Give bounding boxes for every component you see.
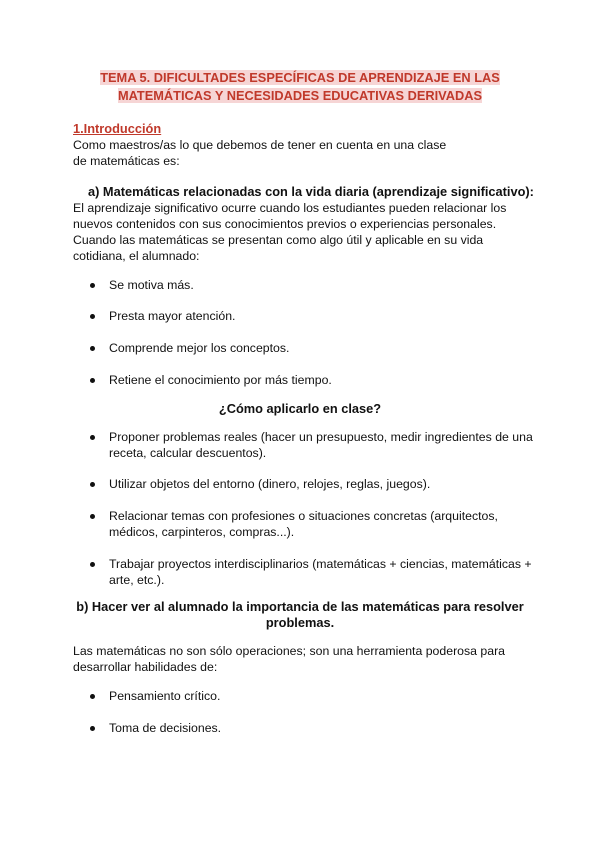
subsection-b-paragraph: Las matemáticas no son sólo operaciones; son una herramienta poderosa para desarrollar habilidades de:: [73, 644, 506, 674]
how-to-heading: ¿Cómo aplicarlo en clase?: [218, 401, 382, 416]
title-line-1: TEMA 5. DIFICULTADES ESPECÍFICAS DE APRENDIZAJE EN LAS: [100, 70, 500, 85]
subsection-b-heading: b) Hacer ver al alumnado la importancia de las matemáticas para resolver problemas.: [76, 599, 524, 630]
title-line-2: MATEMÁTICAS Y NECESIDADES EDUCATIVAS DERIVADAS: [117, 88, 483, 103]
bullet-icon: [90, 283, 95, 288]
list-item: Comprende mejor los conceptos.: [90, 340, 540, 356]
section-heading-introduction: 1.Introducción: [73, 121, 162, 136]
bullet-icon: [90, 435, 95, 440]
list-item: Presta mayor atención.: [90, 308, 540, 324]
bullet-icon: [90, 314, 95, 319]
list-item: Trabajar proyectos interdisciplinarios (matemáticas + ciencias, matemáticas + arte, etc.).: [90, 556, 540, 588]
bullet-icon: [90, 726, 95, 731]
list-item: Relacionar temas con profesiones o situaciones concretas (arquitectos, médicos, carpinteros, compras...).: [90, 508, 510, 540]
list-item: Utilizar objetos del entorno (dinero, relojes, reglas, juegos).: [90, 476, 540, 492]
bullet-icon: [90, 378, 95, 383]
document-title: [60, 69, 540, 105]
intro-paragraph: Como maestros/as lo que debemos de tener en cuenta en una clase de matemáticas es:: [73, 138, 447, 168]
list-item: Pensamiento crítico.: [90, 688, 540, 704]
subsection-a-paragraph: El aprendizaje significativo ocurre cuando los estudiantes pueden relacionar los nuevos contenidos con sus conocimientos previos o experiencias personales. Cuando las matemáticas se presentan como algo útil y aplicable en su vida cotidiana, el alumnado:: [73, 201, 507, 263]
bullet-icon: [90, 514, 95, 519]
bullet-icon: [90, 694, 95, 699]
list-item: Proponer problemas reales (hacer un presupuesto, medir ingredientes de una receta, calcular descuentos).: [90, 429, 540, 461]
bullet-icon: [90, 482, 95, 487]
subsection-a-heading: a) Matemáticas relacionadas con la vida diaria (aprendizaje significativo):: [88, 184, 534, 199]
list-item: Retiene el conocimiento por más tiempo.: [90, 372, 540, 388]
list-item: Toma de decisiones.: [90, 720, 540, 736]
list-item: Se motiva más.: [90, 277, 540, 293]
bullet-icon: [90, 346, 95, 351]
bullet-icon: [90, 562, 95, 567]
